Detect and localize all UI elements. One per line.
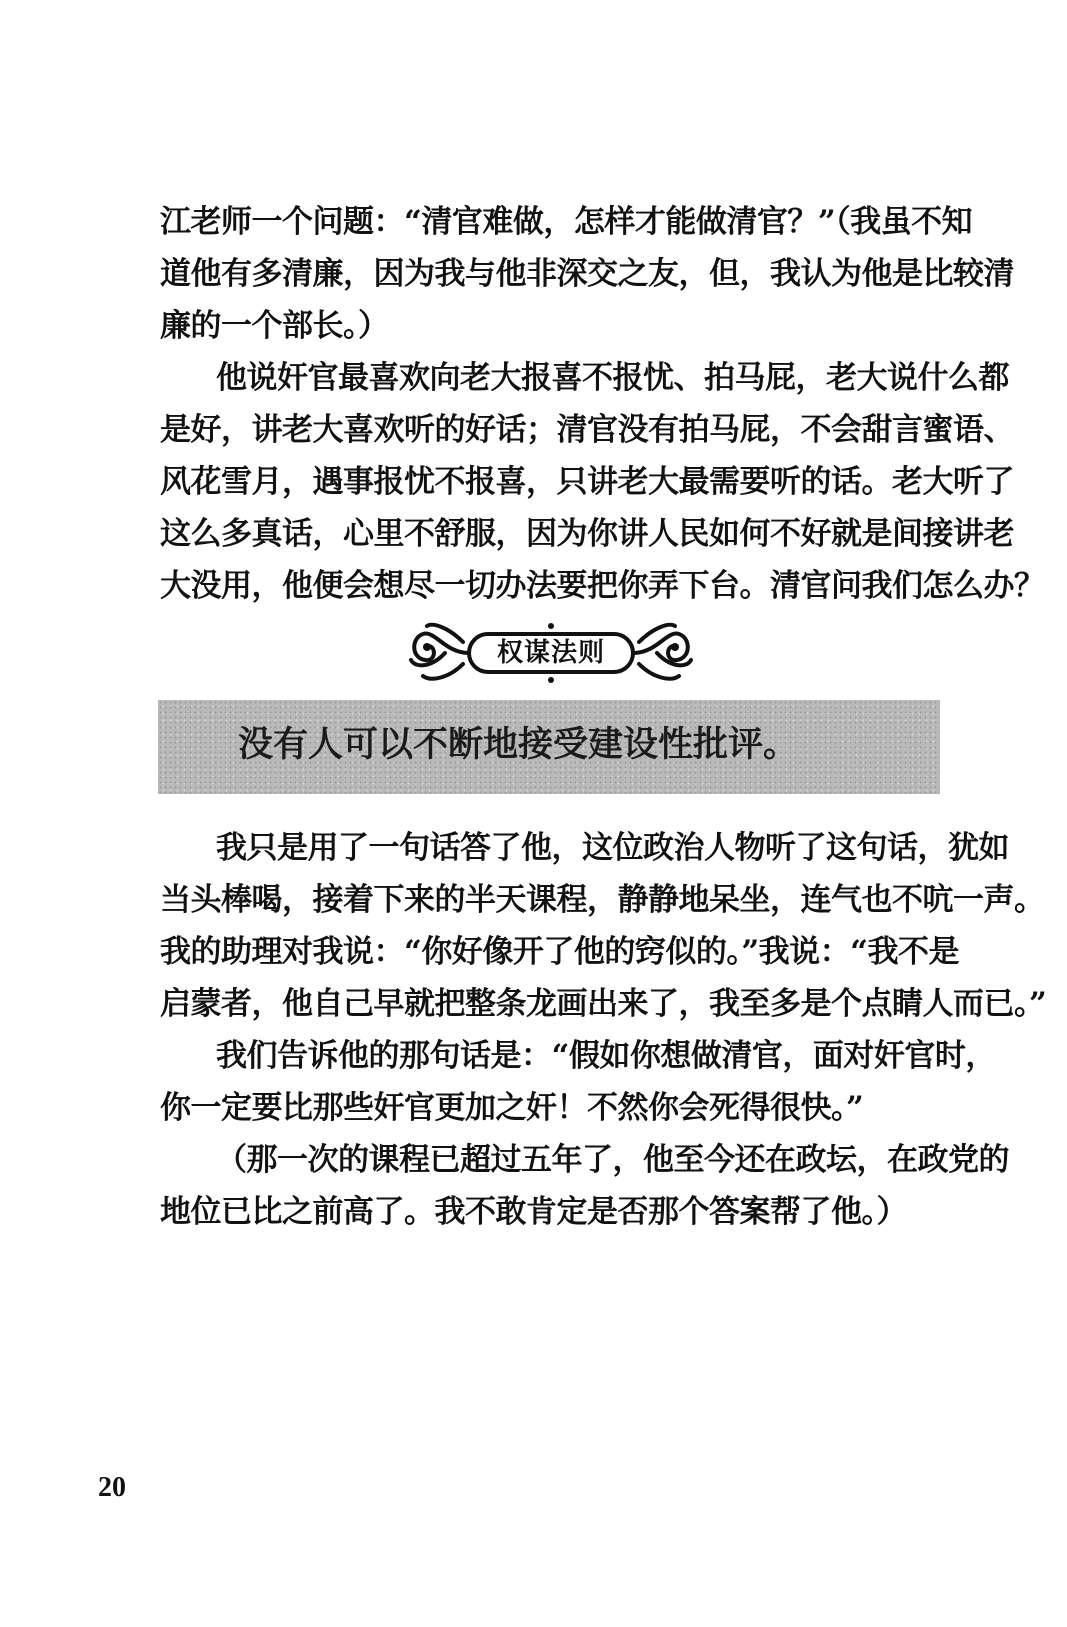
text-line: 你一定要比那些奸官更加之奸！不然你会死得很快。” — [160, 1090, 864, 1126]
body-text-top — [160, 196, 1045, 612]
rule-text: 没有人可以不断地接受建设性批评。 — [238, 725, 799, 765]
rule-callout-box — [158, 700, 940, 794]
text-line: 我们告诉他的那句话是：“假如你想做清官，面对奸官时， — [216, 1038, 996, 1074]
text-line: 启蒙者，他自己早就把整条龙画出来了，我至多是个点睛人而已。” — [160, 986, 1047, 1022]
text-line: 地位已比之前高了。我不敢肯定是否那个答案帮了他。） — [160, 1194, 907, 1230]
text-line: 当头棒喝，接着下来的半天课程，静静地呆坐，连气也不吭一声。 — [160, 882, 1045, 918]
text-line: 我只是用了一句话答了他，这位政治人物听了这句话，犹如 — [216, 830, 1009, 866]
text-line: 他说奸官最喜欢向老大报喜不报忧、拍马屁，老大说什么都 — [216, 360, 1009, 396]
text-line: （那一次的课程已超过五年了，他至今还在政坛，在政党的 — [216, 1142, 1009, 1178]
text-line: 江老师一个问题：“清官难做，怎样才能做清官？”（我虽不知 — [160, 204, 973, 240]
text-line: 廉的一个部长。） — [160, 308, 389, 344]
text-line: 大没用，他便会想尽一切办法要把你弄下台。清官问我们怎么办？ — [160, 568, 1045, 604]
text-line: 是好，讲老大喜欢听的好话；清官没有拍马屁，不会甜言蜜语、 — [160, 412, 1014, 448]
text-line: 这么多真话，心里不舒服，因为你讲人民如何不好就是间接讲老 — [160, 516, 1014, 552]
section-badge-label: 权谋法则 — [467, 632, 635, 674]
text-line: 道他有多清廉，因为我与他非深交之友，但，我认为他是比较清 — [160, 256, 1014, 292]
page-number: 20 — [98, 1472, 126, 1503]
text-line: 我的助理对我说：“你好像开了他的窍似的。”我说：“我不是 — [160, 934, 959, 970]
text-line: 风花雪月，遇事报忧不报喜，只讲老大最需要听的话。老大听了 — [160, 464, 1014, 500]
body-text-bottom — [160, 822, 1047, 1238]
section-badge — [405, 620, 697, 686]
